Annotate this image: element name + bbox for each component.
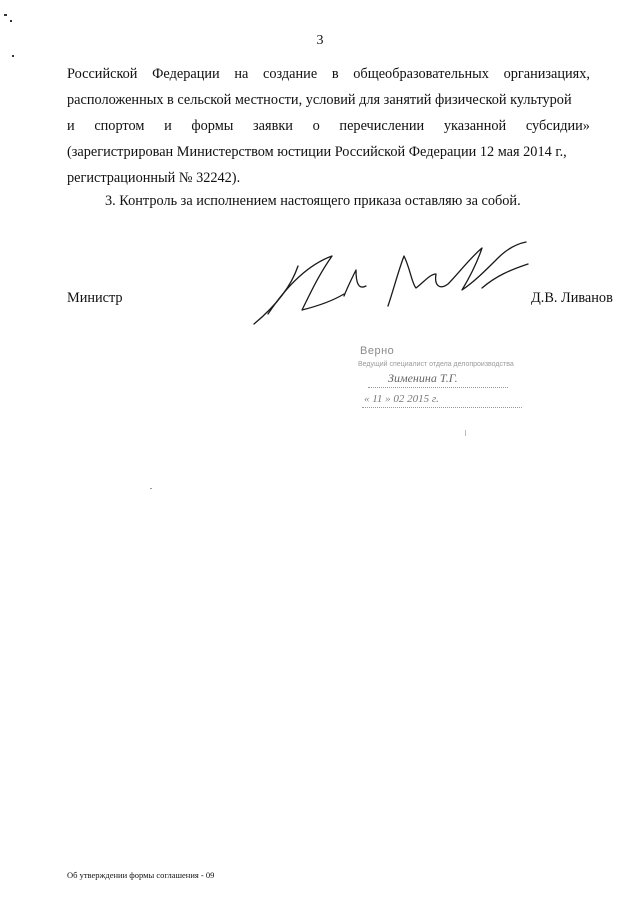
word: заявки	[253, 118, 293, 134]
scan-mark	[12, 55, 14, 57]
word: о	[312, 118, 320, 134]
word: указанной	[443, 118, 507, 134]
word: общеобразовательных	[353, 66, 489, 82]
line-text: расположенных в сельской местности, условий для занятий физической культурой	[67, 92, 572, 108]
minister-title: Министр	[67, 290, 123, 306]
scan-mark	[150, 488, 152, 489]
body-line-1	[67, 61, 590, 87]
handwritten-signature	[248, 228, 548, 338]
word: в	[331, 66, 339, 82]
word: формы	[191, 118, 234, 134]
word: и	[67, 118, 75, 134]
stamp-verno: Верно	[360, 345, 395, 357]
footer-note: Об утверждении формы соглашения - 09	[67, 870, 215, 880]
body-line-3	[67, 113, 590, 139]
signature-stroke	[268, 256, 344, 314]
word: спортом	[94, 118, 145, 134]
stamp-role: Ведущий специалист отдела делопроизводства	[358, 361, 514, 368]
signature-stroke	[344, 270, 366, 296]
stamp-date: « 11 » 02 2015 г.	[364, 393, 439, 405]
page-number: 3	[316, 33, 324, 48]
stamp-name-rule	[368, 387, 508, 388]
minister-name: Д.В. Ливанов	[531, 290, 613, 306]
line-text: (зарегистрирован Министерством юстиции Российской Федерации 12 мая 2014 г.,	[67, 144, 567, 160]
scan-mark	[465, 430, 466, 436]
word: перечислении	[339, 118, 425, 134]
certification-stamp	[350, 343, 540, 423]
scan-mark	[4, 14, 7, 16]
word: создание	[263, 66, 318, 82]
stamp-date-rule	[362, 407, 522, 408]
paragraph-3: 3. Контроль за исполнением настоящего приказа оставляю за собой.	[105, 193, 521, 209]
word: Федерации	[152, 66, 220, 82]
body-line-5: регистрационный № 32242).	[67, 170, 241, 186]
signature-stroke	[388, 242, 526, 306]
word: и	[164, 118, 172, 134]
body-line-2	[67, 87, 590, 113]
word: на	[234, 66, 249, 82]
stamp-name: Зименина Т.Г.	[388, 371, 458, 385]
body-line-4	[67, 139, 590, 165]
word: субсидии»	[525, 118, 590, 134]
word: организациях,	[503, 66, 590, 82]
scan-mark	[10, 20, 12, 22]
body-text	[67, 61, 590, 191]
word: Российской	[67, 66, 138, 82]
signature-stroke	[254, 266, 298, 324]
